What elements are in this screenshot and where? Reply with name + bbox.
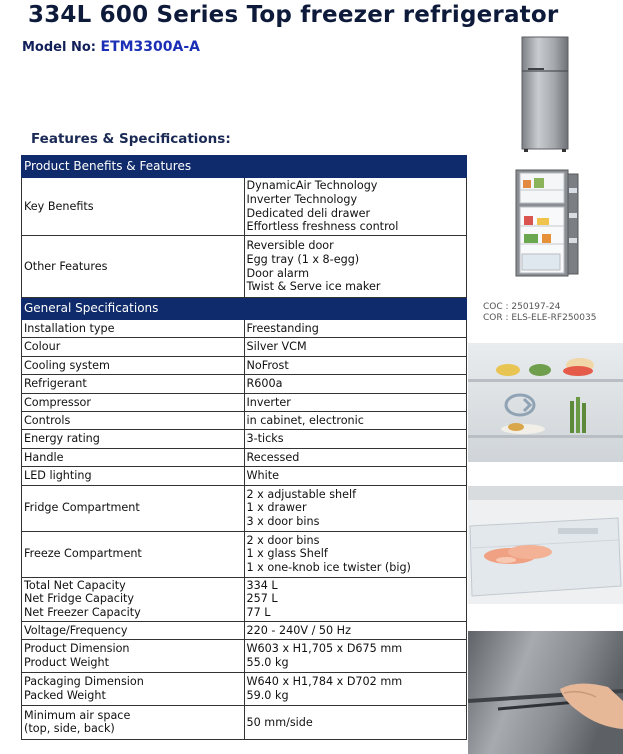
label-line: Product Weight xyxy=(24,655,110,669)
row-label xyxy=(22,705,245,739)
value-line: Inverter Technology xyxy=(246,192,358,206)
coc-number: COC : 250197-24 xyxy=(483,302,561,312)
value-line: 77 L xyxy=(246,605,271,619)
row-label: Controls xyxy=(22,411,245,429)
value-line: 3 x door bins xyxy=(246,514,320,528)
label-line: Packaging Dimension xyxy=(24,675,144,689)
row-label: Installation type xyxy=(22,320,245,338)
row-label: Fridge Compartment xyxy=(22,485,245,531)
row-label: Compressor xyxy=(22,393,245,411)
handle-photo xyxy=(468,631,623,754)
cor-number: COR : ELS-ELE-RF250035 xyxy=(483,313,597,323)
table-row xyxy=(22,320,467,338)
table-row-other-features xyxy=(22,236,467,298)
row-value: White xyxy=(244,467,467,485)
section-header-general xyxy=(22,298,467,320)
row-value: R600a xyxy=(244,375,467,393)
table-row-voltage xyxy=(22,621,467,639)
row-label: Colour xyxy=(22,338,245,356)
certification-info xyxy=(483,302,596,324)
interior-shelves-photo xyxy=(468,343,623,462)
fridge-open-image xyxy=(514,168,580,280)
row-value xyxy=(244,178,467,236)
row-value: Recessed xyxy=(244,448,467,466)
table-row xyxy=(22,448,467,466)
table-row-key-benefits xyxy=(22,178,467,236)
page-title: 334L 600 Series Top freezer refrigerator xyxy=(28,2,559,28)
row-label xyxy=(22,672,245,705)
row-value: Freestanding xyxy=(244,320,467,338)
label-line: (top, side, back) xyxy=(24,722,115,736)
value-line: 1 x one-knob ice twister (big) xyxy=(246,560,411,574)
table-row xyxy=(22,411,467,429)
label-line: Minimum air space xyxy=(24,708,131,722)
table-row-capacity xyxy=(22,577,467,621)
row-label: Energy rating xyxy=(22,430,245,448)
table-row-air-space xyxy=(22,705,467,739)
value-line: W603 x H1,705 x D675 mm xyxy=(246,642,403,656)
row-label: Refrigerant xyxy=(22,375,245,393)
row-label: Key Benefits xyxy=(22,178,245,236)
label-line: Product Dimension xyxy=(24,642,130,656)
row-value xyxy=(244,577,467,621)
label-line: Net Fridge Capacity xyxy=(24,592,135,606)
row-label: LED lighting xyxy=(22,467,245,485)
row-value xyxy=(244,639,467,672)
row-value: 220 - 240V / 50 Hz xyxy=(244,621,467,639)
value-line: Reversible door xyxy=(246,239,334,253)
table-row xyxy=(22,356,467,374)
table-row-fridge-compartment xyxy=(22,485,467,531)
label-line: Total Net Capacity xyxy=(24,578,126,592)
value-line: Twist & Serve ice maker xyxy=(246,280,381,294)
row-value: NoFrost xyxy=(244,356,467,374)
table-row-freeze-compartment xyxy=(22,531,467,577)
fridge-closed-image xyxy=(519,34,573,154)
row-value xyxy=(244,236,467,298)
features-heading: Features & Specifications: xyxy=(31,131,231,147)
section-title: General Specifications xyxy=(22,298,467,320)
table-row xyxy=(22,338,467,356)
value-line: Door alarm xyxy=(246,266,310,280)
row-value xyxy=(244,672,467,705)
value-line: DynamicAir Technology xyxy=(246,179,378,193)
row-label xyxy=(22,639,245,672)
row-value: in cabinet, electronic xyxy=(244,411,467,429)
row-value: 3-ticks xyxy=(244,430,467,448)
value-line: Dedicated deli drawer xyxy=(246,206,371,220)
table-row xyxy=(22,393,467,411)
value-line: 55.0 kg xyxy=(246,655,289,669)
value-line: W640 x H1,784 x D702 mm xyxy=(246,675,403,689)
row-label: Voltage/Frequency xyxy=(22,621,245,639)
model-number-value: ETM3300A-A xyxy=(100,39,201,55)
value-line: 2 x adjustable shelf xyxy=(246,487,357,501)
row-label: Handle xyxy=(22,448,245,466)
label-line: Net Freezer Capacity xyxy=(24,605,141,619)
value-line: 2 x door bins xyxy=(246,533,320,547)
label-line: Packed Weight xyxy=(24,688,106,702)
table-row-packaging-dimension xyxy=(22,672,467,705)
table-row-product-dimension xyxy=(22,639,467,672)
value-line: 334 L xyxy=(246,578,278,592)
table-row xyxy=(22,375,467,393)
model-label: Model No: xyxy=(22,40,96,55)
value-line: Effortless freshness control xyxy=(246,220,399,234)
table-row xyxy=(22,430,467,448)
row-label: Cooling system xyxy=(22,356,245,374)
section-header-benefits xyxy=(22,156,467,178)
table-row xyxy=(22,467,467,485)
value-line: 257 L xyxy=(246,592,278,606)
drawer-photo xyxy=(468,486,623,604)
spec-table xyxy=(21,155,467,740)
value-line: 1 x glass Shelf xyxy=(246,547,328,561)
value-line: 1 x drawer xyxy=(246,501,307,515)
row-value xyxy=(244,485,467,531)
row-label xyxy=(22,577,245,621)
row-label: Freeze Compartment xyxy=(22,531,245,577)
model-number xyxy=(22,39,200,55)
section-title: Product Benefits & Features xyxy=(22,156,467,178)
row-value xyxy=(244,531,467,577)
value-line: Egg tray (1 x 8-egg) xyxy=(246,252,360,266)
row-label: Other Features xyxy=(22,236,245,298)
row-value: Silver VCM xyxy=(244,338,467,356)
value-line: 59.0 kg xyxy=(246,688,289,702)
row-value: 50 mm/side xyxy=(244,705,467,739)
row-value: Inverter xyxy=(244,393,467,411)
